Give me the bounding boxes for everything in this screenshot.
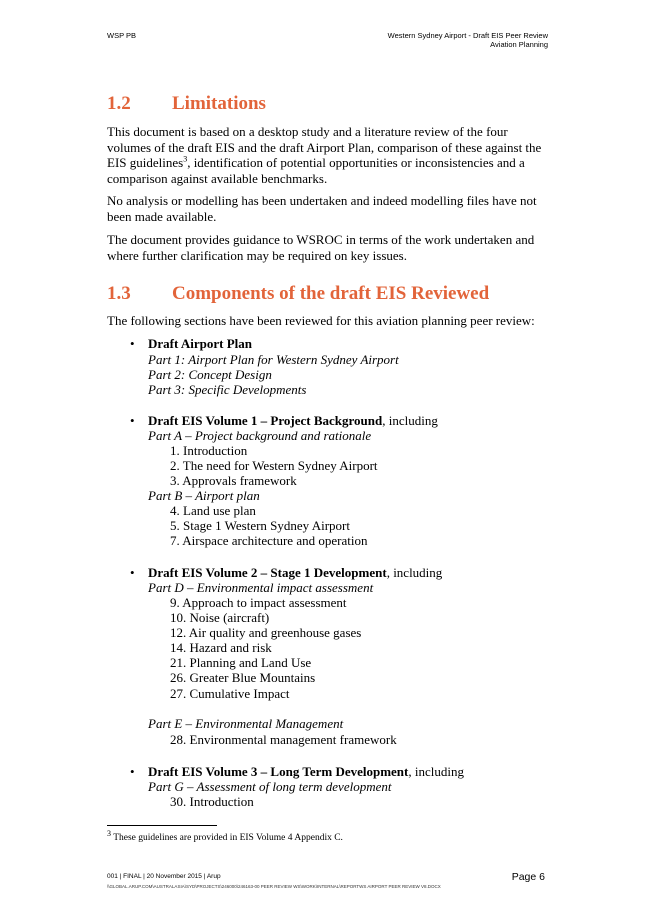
list-item: 2. The need for Western Sydney Airport bbox=[170, 458, 378, 473]
airport-plan-title: Draft Airport Plan bbox=[148, 336, 252, 351]
section-number-1-2: 1.2 bbox=[107, 93, 131, 114]
list-item: 30. Introduction bbox=[170, 794, 254, 809]
limitations-para1-text-a: This document is based on a desktop study and a literature review of the four volumes of the draft EIS and the draft Airport Plan, comparison of these against the EIS guidelines bbox=[107, 124, 542, 171]
bullet-icon: • bbox=[130, 565, 135, 580]
list-item: 4. Land use plan bbox=[170, 503, 256, 518]
list-item: 1. Introduction bbox=[170, 443, 248, 458]
header-right-line1: Western Sydney Airport - Draft EIS Peer Review bbox=[387, 31, 548, 40]
vol3-suffix: , including bbox=[408, 764, 464, 779]
footnote-ref-3: 3 bbox=[183, 154, 188, 164]
list-item: 7. Airspace architecture and operation bbox=[170, 533, 368, 548]
list-item: 10. Noise (aircraft) bbox=[170, 610, 270, 625]
vol3-title: Draft EIS Volume 3 – Long Term Development bbox=[148, 764, 409, 779]
vol1-part-b: Part B – Airport plan bbox=[148, 488, 260, 503]
section-title-components: Components of the draft EIS Reviewed bbox=[172, 283, 490, 304]
vol2-suffix: , including bbox=[386, 565, 443, 580]
airport-plan-part: Part 1: Airport Plan for Western Sydney Airport bbox=[148, 352, 399, 367]
footnote bbox=[107, 828, 343, 844]
list-item: 5. Stage 1 Western Sydney Airport bbox=[170, 518, 350, 533]
vol3-part-g: Part G – Assessment of long term development bbox=[148, 779, 392, 794]
header-left: WSP PB bbox=[107, 31, 137, 40]
components-intro: The following sections have been reviewed for this aviation planning peer review: bbox=[107, 313, 535, 328]
limitations-paragraph-3: The document provides guidance to WSROC in terms of the work undertaken and where further clarification may be required on key issues. bbox=[107, 232, 535, 263]
footer-doc-info: 001 | FINAL | 20 November 2015 | Arup bbox=[107, 873, 221, 880]
bullet-icon: • bbox=[130, 336, 135, 351]
page-number: Page 6 bbox=[511, 871, 545, 883]
vol3-heading bbox=[148, 764, 464, 780]
bullet-icon: • bbox=[130, 413, 135, 428]
footnote-text: These guidelines are provided in EIS Volume 4 Appendix C. bbox=[111, 833, 343, 843]
vol1-part-a: Part A – Project background and rationale bbox=[148, 428, 372, 443]
vol2-heading bbox=[148, 565, 442, 581]
vol2-title: Draft EIS Volume 2 – Stage 1 Development bbox=[148, 565, 387, 580]
vol1-heading bbox=[148, 413, 438, 429]
list-item: 28. Environmental management framework bbox=[170, 732, 397, 747]
list-item: 27. Cumulative Impact bbox=[170, 686, 290, 701]
list-item: 9. Approach to impact assessment bbox=[170, 595, 347, 610]
limitations-paragraph-1 bbox=[107, 124, 547, 186]
list-item: 14. Hazard and risk bbox=[170, 640, 272, 655]
vol2-part-d: Part D – Environmental impact assessment bbox=[148, 580, 374, 595]
header-right-line2: Aviation Planning bbox=[490, 40, 548, 49]
limitations-paragraph-2: No analysis or modelling has been undertaken and indeed modelling files have not been made available. bbox=[107, 193, 537, 224]
section-title-limitations: Limitations bbox=[172, 93, 266, 114]
airport-plan-part: Part 3: Specific Developments bbox=[148, 382, 307, 397]
footer-file-path: \\GLOBAL.ARUP.COM\AUSTRALASIA\SYD\PROJECTS\246000\246163-00 PEER REVIEW WS\WORK\INTERNAL\REPORTWS AIRPORT PEER REVIEW V8.DOCX bbox=[107, 884, 441, 889]
footnote-marker: 3 bbox=[107, 828, 111, 838]
list-item: 21. Planning and Land Use bbox=[170, 655, 312, 670]
airport-plan-part: Part 2: Concept Design bbox=[148, 367, 272, 382]
vol1-title: Draft EIS Volume 1 – Project Background bbox=[148, 413, 383, 428]
section-number-1-3: 1.3 bbox=[107, 283, 131, 304]
limitations-para1-text-b: , identification of potential opportunities or inconsistencies and a comparison against available benchmarks. bbox=[107, 155, 525, 186]
list-item: 26. Greater Blue Mountains bbox=[170, 670, 316, 685]
list-item: 3. Approvals framework bbox=[170, 473, 297, 488]
vol2-part-e: Part E – Environmental Management bbox=[148, 716, 344, 731]
vol1-suffix: , including bbox=[382, 413, 438, 428]
footnote-divider bbox=[107, 825, 217, 826]
list-item: 12. Air quality and greenhouse gases bbox=[170, 625, 362, 640]
bullet-icon: • bbox=[130, 764, 135, 779]
